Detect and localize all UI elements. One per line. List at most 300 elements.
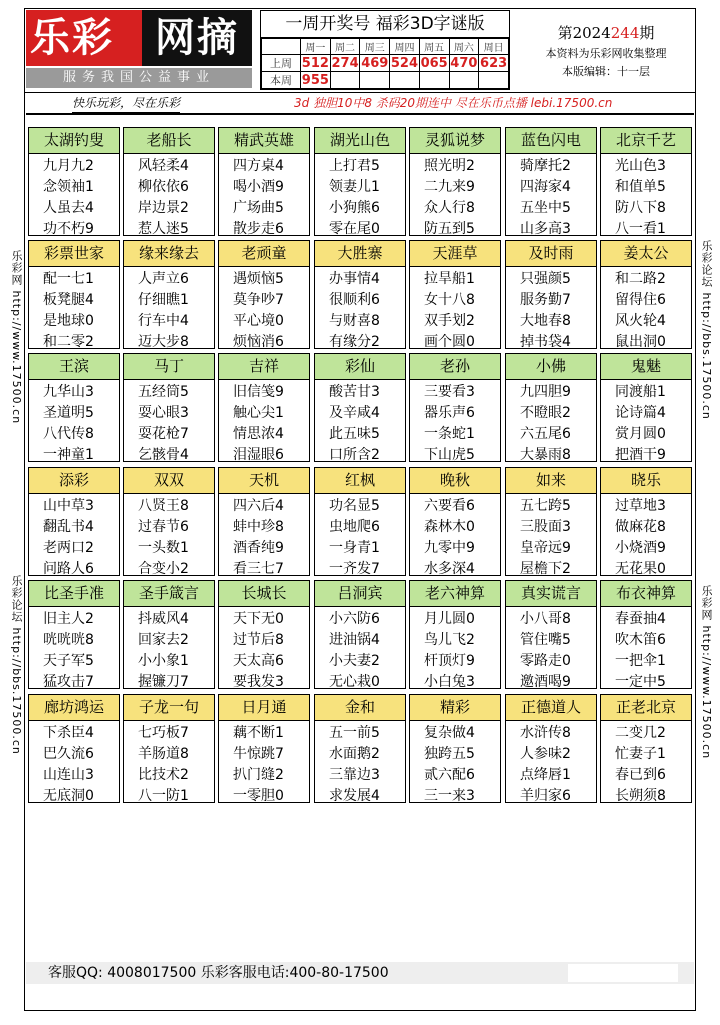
riddle-line: 春蚕抽4 [615, 611, 666, 627]
cell-lines [506, 494, 596, 580]
cell-lines [29, 380, 119, 466]
cell-lines [601, 494, 691, 580]
tagline-right[interactable]: 3d 独胆10中8 杀码20期连中 尽在乐币点播 lebi.17500.cn [294, 96, 613, 110]
tagline-left: 快乐玩彩，尽在乐彩 [72, 94, 180, 113]
riddle-line: 下杀臣4 [43, 725, 94, 741]
riddle-cell [28, 127, 120, 236]
cell-title: 子龙一句 [124, 695, 214, 721]
riddle-line: 有缘分2 [329, 334, 380, 350]
riddle-line: 口所含2 [329, 447, 380, 463]
riddle-cell [409, 127, 501, 236]
riddle-cell [314, 127, 406, 236]
cell-title: 马丁 [124, 354, 214, 380]
weekday: 周三 [360, 39, 390, 55]
divider [26, 113, 694, 115]
side-text-left-top: 乐彩网 http://www.17500.cn [10, 250, 23, 425]
riddle-line: 天太高6 [233, 653, 284, 669]
riddle-line: 遇烦恼5 [233, 271, 284, 287]
weekday: 周二 [330, 39, 360, 55]
cell-title: 真实谎言 [506, 581, 596, 607]
cell-title: 添彩 [29, 468, 119, 494]
riddle-cell [409, 353, 501, 462]
riddle-cell [600, 353, 692, 462]
cell-title: 北京千艺 [601, 128, 691, 154]
riddle-line: 行车中4 [138, 313, 189, 329]
riddle-line: 仔细瞧1 [138, 292, 189, 308]
cell-title: 晚秋 [410, 468, 500, 494]
riddle-cell [218, 694, 310, 803]
footer [26, 962, 694, 984]
riddle-cell [314, 580, 406, 689]
weekday: 周一 [301, 39, 331, 55]
draw-number [330, 72, 360, 89]
riddle-cell [314, 694, 406, 803]
riddle-line: 八一防1 [138, 788, 189, 804]
riddle-line: 风火轮4 [615, 313, 666, 329]
riddle-cell [123, 127, 215, 236]
weekly-draw-box [260, 10, 510, 90]
riddle-line: 一条蛇1 [424, 426, 475, 442]
riddle-cell [600, 240, 692, 349]
riddle-line: 小烧酒9 [615, 540, 666, 556]
draw-number: 065 [420, 55, 448, 71]
riddle-cell [218, 353, 310, 462]
cell-lines [315, 607, 405, 693]
cell-title: 吉祥 [219, 354, 309, 380]
side-text-left-bottom: 乐彩论坛 http://bbs.17500.cn [10, 575, 23, 755]
riddle-line: 人虽去4 [43, 200, 94, 216]
cell-lines [601, 380, 691, 466]
cell-lines [219, 267, 309, 353]
riddle-line: 圣道明5 [43, 405, 94, 421]
slogan: 服务我国公益事业 [26, 68, 252, 88]
riddle-cell [123, 240, 215, 349]
riddle-line: 屋檐下2 [520, 561, 571, 577]
riddle-line: 广场曲5 [233, 200, 284, 216]
issue-note: 本资料为乐彩网收集整理 [545, 47, 667, 60]
riddle-line: 酒香纯9 [233, 540, 284, 556]
riddle-line: 二九来9 [424, 179, 475, 195]
draw-number: 524 [390, 55, 419, 71]
riddle-line: 迈大步8 [138, 334, 189, 350]
cell-title: 金和 [315, 695, 405, 721]
riddle-line: 无心栽0 [329, 674, 380, 690]
riddle-line: 天子军5 [43, 653, 94, 669]
riddle-line: 贰六配6 [424, 767, 475, 783]
riddle-line: 虫地爬6 [329, 519, 380, 535]
riddle-line: 下山虎5 [424, 447, 475, 463]
cell-lines [29, 494, 119, 580]
cell-title: 正德道人 [506, 695, 596, 721]
riddle-line: 要我发3 [233, 674, 284, 690]
riddle-cell [314, 353, 406, 462]
riddle-line: 羊肠道8 [138, 746, 189, 762]
riddle-cell [600, 580, 692, 689]
last-week-label: 上周 [262, 55, 301, 72]
cell-lines [124, 267, 214, 353]
riddle-line: 一头数1 [138, 540, 189, 556]
cell-title: 天机 [219, 468, 309, 494]
riddle-line: 平心境0 [233, 313, 284, 329]
riddle-line: 一定中5 [615, 674, 666, 690]
riddle-cell [28, 240, 120, 349]
riddle-line: 月儿圆0 [424, 611, 475, 627]
cell-title: 鬼魅 [601, 354, 691, 380]
riddle-line: 烦恼消6 [233, 334, 284, 350]
riddle-line: 功名显5 [329, 498, 380, 514]
riddle-line: 与财喜8 [329, 313, 380, 329]
riddle-line: 耍花枪7 [138, 426, 189, 442]
riddle-cell [600, 127, 692, 236]
riddle-cell [409, 467, 501, 576]
riddle-line: 是地球0 [43, 313, 94, 329]
riddle-line: 大地春8 [520, 313, 571, 329]
riddle-cell [505, 580, 597, 689]
riddle-line: 散步走6 [233, 221, 284, 237]
riddle-line: 九华山3 [43, 384, 94, 400]
riddle-cell [218, 467, 310, 576]
riddle-cell [28, 467, 120, 576]
riddle-cell [314, 467, 406, 576]
riddle-line: 三一来3 [424, 788, 475, 804]
cell-lines [315, 380, 405, 466]
draw-number: 623 [480, 55, 508, 71]
draw-number: 274 [331, 55, 359, 71]
riddle-line: 杆顶灯9 [424, 653, 475, 669]
riddle-line: 大暴雨8 [520, 447, 571, 463]
cell-lines [219, 607, 309, 693]
riddle-line: 九四胆9 [520, 384, 571, 400]
riddle-cell [505, 127, 597, 236]
cell-title: 圣手箴言 [124, 581, 214, 607]
draw-number: 470 [450, 55, 478, 71]
draw-table [261, 38, 509, 89]
cell-lines [601, 154, 691, 240]
cell-lines [506, 267, 596, 353]
cell-lines [506, 154, 596, 240]
cell-lines [219, 380, 309, 466]
riddle-line: 三股面3 [520, 519, 571, 535]
riddle-line: 五坐中5 [520, 200, 571, 216]
cell-title: 吕洞宾 [315, 581, 405, 607]
riddle-line: 情思浓4 [233, 426, 284, 442]
riddle-line: 蚌中珍8 [233, 519, 284, 535]
riddle-line: 人参味2 [520, 746, 571, 762]
riddle-line: 水多深4 [424, 561, 475, 577]
riddle-line: 过节后8 [233, 632, 284, 648]
riddle-cell [123, 694, 215, 803]
riddle-line: 零路走0 [520, 653, 571, 669]
riddle-line: 小夫妻2 [329, 653, 380, 669]
riddle-line: 握镰刀7 [138, 674, 189, 690]
riddle-line: 山连山3 [43, 767, 94, 783]
riddle-line: 岸边景2 [138, 200, 189, 216]
cell-title: 彩仙 [315, 354, 405, 380]
riddle-line: 和二路2 [615, 271, 666, 287]
riddle-line: 一把伞1 [615, 653, 666, 669]
riddle-cell [28, 580, 120, 689]
riddle-line: 鸟儿飞2 [424, 632, 475, 648]
cell-lines [29, 154, 119, 240]
riddle-line: 八贤王8 [138, 498, 189, 514]
riddle-line: 小狗熊6 [329, 200, 380, 216]
riddle-line: 及辛咸4 [329, 405, 380, 421]
riddle-line: 合变小2 [138, 561, 189, 577]
riddle-line: 喝小酒9 [233, 179, 284, 195]
cell-lines [315, 154, 405, 240]
riddle-line: 小八哥8 [520, 611, 571, 627]
cell-lines [506, 380, 596, 466]
riddle-line: 酸苦甘3 [329, 384, 380, 400]
riddle-line: 服务勤7 [520, 292, 571, 308]
riddle-line: 五经筒5 [138, 384, 189, 400]
cell-lines [410, 154, 500, 240]
cell-title: 晓乐 [601, 468, 691, 494]
cell-title: 老六神算 [410, 581, 500, 607]
cell-title: 廊坊鸿运 [29, 695, 119, 721]
riddle-cell [218, 580, 310, 689]
riddle-line: 女十八8 [424, 292, 475, 308]
riddle-line: 光山色3 [615, 158, 666, 174]
cell-title: 正老北京 [601, 695, 691, 721]
riddle-line: 森林木0 [424, 519, 475, 535]
riddle-line: 过春节6 [138, 519, 189, 535]
weekday: 周日 [479, 39, 509, 55]
riddle-line: 三靠边3 [329, 767, 380, 783]
cell-lines [29, 607, 119, 693]
riddle-cell [600, 467, 692, 576]
riddle-line: 羊归家6 [520, 788, 571, 804]
riddle-line: 防八下8 [615, 200, 666, 216]
riddle-line: 耍心眼3 [138, 405, 189, 421]
cell-lines [601, 267, 691, 353]
riddle-line: 水浒传8 [520, 725, 571, 741]
riddle-line: 防五到5 [424, 221, 475, 237]
riddle-line: 山多高3 [520, 221, 571, 237]
draw-number: 512 [301, 55, 329, 71]
cell-title: 比圣手准 [29, 581, 119, 607]
riddle-line: 很顺利6 [329, 292, 380, 308]
riddle-cell [505, 694, 597, 803]
riddle-line: 问路人6 [43, 561, 94, 577]
divider [24, 92, 696, 93]
riddle-line: 牛惊跳7 [233, 746, 284, 762]
side-text-right-top: 乐彩论坛 http://bbs.17500.cn [700, 240, 713, 420]
riddle-line: 四方桌4 [233, 158, 284, 174]
riddle-line: 三要看3 [424, 384, 475, 400]
riddle-line: 咣咣咣8 [43, 632, 94, 648]
issue-editor: 本版编辑：十一层 [562, 65, 650, 78]
riddle-line: 独跨五5 [424, 746, 475, 762]
cell-lines [410, 721, 500, 807]
riddle-line: 进油锅4 [329, 632, 380, 648]
riddle-line: 老两口2 [43, 540, 94, 556]
cell-title: 大胜寨 [315, 241, 405, 267]
riddle-line: 八代传8 [43, 426, 94, 442]
cell-title: 缘来缘去 [124, 241, 214, 267]
riddle-cell [218, 240, 310, 349]
riddle-cell [28, 353, 120, 462]
riddle-line: 二变几2 [615, 725, 666, 741]
cell-lines [506, 721, 596, 807]
riddle-line: 过草地3 [615, 498, 666, 514]
riddle-line: 人声立6 [138, 271, 189, 287]
riddle-line: 旧主人2 [43, 611, 94, 627]
riddle-line: 吹木笛6 [615, 632, 666, 648]
riddle-cell [505, 467, 597, 576]
draw-number [419, 72, 449, 89]
logo-red-text: 乐彩 [30, 15, 114, 61]
riddle-line: 和值单5 [615, 179, 666, 195]
cell-title: 精彩 [410, 695, 500, 721]
riddle-line: 乞骸骨4 [138, 447, 189, 463]
riddle-line: 抖威风4 [138, 611, 189, 627]
riddle-cell [409, 580, 501, 689]
cell-lines [315, 721, 405, 807]
riddle-line: 水面鹅2 [329, 746, 380, 762]
weekday: 周五 [419, 39, 449, 55]
cell-title: 老顽童 [219, 241, 309, 267]
riddle-line: 做麻花8 [615, 519, 666, 535]
riddle-line: 无花果0 [615, 561, 666, 577]
riddle-cell [600, 694, 692, 803]
riddle-line: 忙妻子1 [615, 746, 666, 762]
riddle-line: 办事情4 [329, 271, 380, 287]
cell-title: 精武英雄 [219, 128, 309, 154]
riddle-cell [123, 580, 215, 689]
riddle-line: 留得住6 [615, 292, 666, 308]
cell-lines [124, 154, 214, 240]
cell-lines [124, 494, 214, 580]
draw-number: 469 [361, 55, 389, 71]
cell-title: 彩票世家 [29, 241, 119, 267]
riddle-line: 复杂做4 [424, 725, 475, 741]
riddle-line: 九月九2 [43, 158, 94, 174]
cell-lines [124, 380, 214, 466]
draw-number [360, 72, 390, 89]
cell-title: 日月通 [219, 695, 309, 721]
riddle-cell [505, 240, 597, 349]
draw-number [390, 72, 420, 89]
cell-lines [410, 380, 500, 466]
cell-title: 太湖钓叟 [29, 128, 119, 154]
riddle-line: 配一七1 [43, 271, 94, 287]
riddle-line: 领妻儿1 [329, 179, 380, 195]
riddle-line: 骑摩托2 [520, 158, 571, 174]
cell-title: 如来 [506, 468, 596, 494]
cell-title: 双双 [124, 468, 214, 494]
riddle-line: 山中草3 [43, 498, 94, 514]
cell-lines [124, 721, 214, 807]
cell-title: 王滨 [29, 354, 119, 380]
draw-number: 955 [301, 72, 329, 88]
riddle-line: 六五尾6 [520, 426, 571, 442]
cell-title: 天涯草 [410, 241, 500, 267]
cell-lines [601, 721, 691, 807]
cell-lines [506, 607, 596, 693]
cell-lines [410, 494, 500, 580]
cell-lines [410, 607, 500, 693]
riddle-line: 小白兔3 [424, 674, 475, 690]
logo-black-text: 网摘 [142, 10, 252, 66]
riddle-line: 把酒干9 [615, 447, 666, 463]
cell-lines [219, 721, 309, 807]
riddle-line: 回家去2 [138, 632, 189, 648]
issue-number: 第2024244期 [557, 24, 655, 42]
cell-lines [29, 267, 119, 353]
riddle-line: 管住嘴5 [520, 632, 571, 648]
cell-lines [601, 607, 691, 693]
riddle-line: 九零中9 [424, 540, 475, 556]
draw-number [449, 72, 479, 89]
cell-title: 红枫 [315, 468, 405, 494]
riddle-line: 拉旱船1 [424, 271, 475, 287]
riddle-line: 四海家4 [520, 179, 571, 195]
riddle-line: 念领袖1 [43, 179, 94, 195]
riddle-line: 双手划2 [424, 313, 475, 329]
side-text-right-bottom: 乐彩网 http://www.17500.cn [700, 585, 713, 760]
riddle-line: 众人行8 [424, 200, 475, 216]
draw-title: 一周开奖号 福彩3D字谜版 [261, 11, 509, 38]
issue-info [518, 10, 694, 90]
cell-title: 姜太公 [601, 241, 691, 267]
riddle-line: 惹人迷5 [138, 221, 189, 237]
cell-title: 及时雨 [506, 241, 596, 267]
riddle-line: 猛攻击7 [43, 674, 94, 690]
riddle-cell [409, 240, 501, 349]
tagline [26, 94, 694, 112]
cell-lines [29, 721, 119, 807]
riddle-line: 巴久流6 [43, 746, 94, 762]
riddle-cell [123, 467, 215, 576]
riddle-line: 鼠出洞0 [615, 334, 666, 350]
cell-title: 灵狐说梦 [410, 128, 500, 154]
riddle-line: 五一前5 [329, 725, 380, 741]
riddle-line: 零在尾0 [329, 221, 380, 237]
riddle-line: 邀酒喝9 [520, 674, 571, 690]
riddle-line: 和二零2 [43, 334, 94, 350]
riddle-line: 上打君5 [329, 158, 380, 174]
riddle-line: 八一看1 [615, 221, 666, 237]
riddle-line: 一神童1 [43, 447, 94, 463]
riddle-line: 不瞪眼2 [520, 405, 571, 421]
customer-service-info: 客服QQ: 4008017500 乐彩客服电话:400-80-17500 [48, 965, 389, 981]
riddle-line: 四六后4 [233, 498, 284, 514]
riddle-line: 器乐声6 [424, 405, 475, 421]
riddle-line: 板凳腿4 [43, 292, 94, 308]
riddle-line: 触心尖1 [233, 405, 284, 421]
cell-lines [219, 494, 309, 580]
riddle-line: 点绛唇1 [520, 767, 571, 783]
riddle-line: 画个圆0 [424, 334, 475, 350]
riddle-cell [409, 694, 501, 803]
riddle-line: 一零胆0 [233, 788, 284, 804]
riddle-line: 藕不断1 [233, 725, 284, 741]
riddle-line: 莫争吵7 [233, 292, 284, 308]
riddle-cell [314, 240, 406, 349]
riddle-line: 赏月圆0 [615, 426, 666, 442]
cell-lines [410, 267, 500, 353]
riddle-line: 同渡船1 [615, 384, 666, 400]
cell-title: 布衣神算 [601, 581, 691, 607]
riddle-line: 七巧板7 [138, 725, 189, 741]
this-week-label: 本周 [262, 72, 301, 89]
cell-title: 老船长 [124, 128, 214, 154]
riddle-cell [218, 127, 310, 236]
riddle-line: 长朔须8 [615, 788, 666, 804]
riddle-line: 小六防6 [329, 611, 380, 627]
riddle-cell [505, 353, 597, 462]
